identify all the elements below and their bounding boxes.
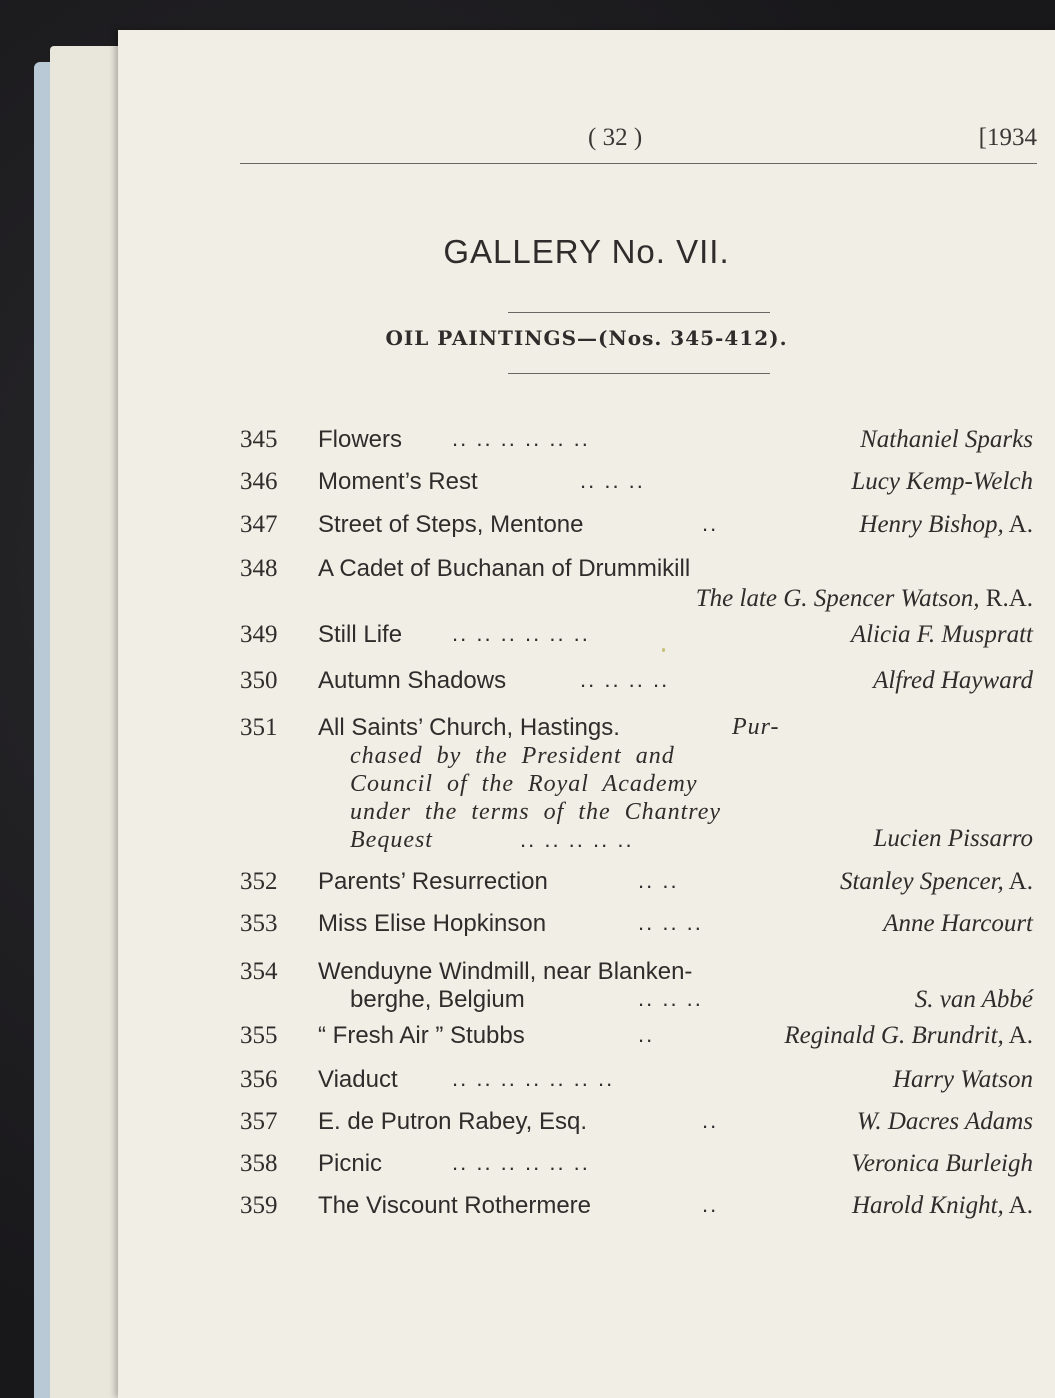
entry-artist: Harry Watson xyxy=(892,1066,1033,1093)
entry-description-line: under the terms of the Chantrey xyxy=(350,799,722,825)
leader-dots: .. .. .. .. .. .. xyxy=(452,426,590,451)
leader-dots: .. .. .. .. xyxy=(580,667,670,692)
entry-title: “ Fresh Air ” Stubbs xyxy=(318,1022,525,1049)
entry-title: The Viscount Rothermere xyxy=(318,1192,592,1219)
entry-artist: The late G. Spencer Watson, R.A. xyxy=(695,585,1033,612)
entry-title: Flowers xyxy=(318,426,403,453)
leader-dots: .. .. .. xyxy=(638,986,703,1011)
entry-title: All Saints’ Church, Hastings. xyxy=(318,714,620,741)
entry-number: 356 xyxy=(240,1066,278,1093)
entry-number: 355 xyxy=(240,1022,278,1049)
entry-description-line: Council of the Royal Academy xyxy=(350,771,698,797)
entry-number: 351 xyxy=(240,714,278,741)
leader-dots: .. xyxy=(702,1192,719,1217)
leader-dots: .. xyxy=(702,1108,719,1133)
leader-dots: .. xyxy=(638,1022,655,1047)
entry-description-line: Bequest xyxy=(350,827,433,853)
entry-number: 348 xyxy=(240,555,278,582)
entry-artist: W. Dacres Adams xyxy=(856,1108,1033,1135)
entry-title: Parents’ Resurrection xyxy=(318,868,548,895)
entry-artist: Alicia F. Muspratt xyxy=(850,621,1033,648)
entry-title: Still Life xyxy=(318,621,403,648)
entry-title: Picnic xyxy=(318,1150,383,1177)
entry-artist: Lucy Kemp-Welch xyxy=(851,468,1033,495)
entry-number: 358 xyxy=(240,1150,278,1177)
entry-artist: Harold Knight, A. xyxy=(851,1192,1033,1219)
entry-title: Street of Steps, Mentone xyxy=(318,511,584,538)
entry-title: Wenduyne Windmill, near Blanken- xyxy=(318,958,693,985)
entry-artist: Nathaniel Sparks xyxy=(860,426,1033,453)
entry-number: 357 xyxy=(240,1108,278,1135)
entry-number: 349 xyxy=(240,621,278,648)
entry-number: 359 xyxy=(240,1192,278,1219)
entry-artist: Alfred Hayward xyxy=(873,667,1033,694)
section-title: OIL PAINTINGS—(Nos. 345-412). xyxy=(385,326,788,350)
leader-dots: .. .. .. xyxy=(638,910,703,935)
entry-artist: Stanley Spencer, A. xyxy=(839,868,1033,895)
entry-number: 353 xyxy=(240,910,278,937)
entry-title-continued: berghe, Belgium xyxy=(350,986,525,1013)
leader-dots: .. .. .. .. .. .. xyxy=(452,1150,590,1175)
leader-dots: .. .. xyxy=(638,868,679,893)
entry-number: 347 xyxy=(240,511,278,538)
entry-number: 346 xyxy=(240,468,278,495)
entry-title: Viaduct xyxy=(318,1066,398,1093)
entry-number: 345 xyxy=(240,426,278,453)
entry-artist: Reginald G. Brundrit, A. xyxy=(784,1022,1033,1049)
entry-artist: Veronica Burleigh xyxy=(851,1150,1033,1177)
entry-title: Miss Elise Hopkinson xyxy=(318,910,547,937)
entry-title: Moment’s Rest xyxy=(318,468,478,495)
entry-artist: Lucien Pissarro xyxy=(873,825,1033,852)
leader-dots: .. .. .. .. .. .. xyxy=(452,621,590,646)
year-mark: [1934 xyxy=(978,124,1037,151)
entry-number: 354 xyxy=(240,958,278,985)
leader-dots: .. .. .. xyxy=(580,468,645,493)
entry-artist: Anne Harcourt xyxy=(883,910,1033,937)
page-number: ( 32 ) xyxy=(588,124,643,151)
entry-artist: S. van Abbé xyxy=(914,986,1033,1013)
entry-title: Autumn Shadows xyxy=(318,667,507,694)
entry-number: 352 xyxy=(240,868,278,895)
entries-list xyxy=(118,30,1055,1398)
leader-dots: .. xyxy=(702,511,719,536)
paper-speck xyxy=(662,648,665,652)
entry-title: A Cadet of Buchanan of Drummikill xyxy=(318,555,691,582)
entry-number: 350 xyxy=(240,667,278,694)
catalogue-page xyxy=(118,30,1055,1398)
entry-artist: Henry Bishop, A. xyxy=(859,511,1033,538)
gallery-title: GALLERY No. VII. xyxy=(443,233,730,270)
entry-title: E. de Putron Rabey, Esq. xyxy=(318,1108,588,1135)
entry-description-line: chased by the President and xyxy=(350,743,675,769)
leader-dots: .. .. .. .. .. .. .. xyxy=(452,1066,615,1091)
entry-title-italic: Pur- xyxy=(732,714,780,740)
leader-dots: .. .. .. .. .. xyxy=(520,827,634,852)
